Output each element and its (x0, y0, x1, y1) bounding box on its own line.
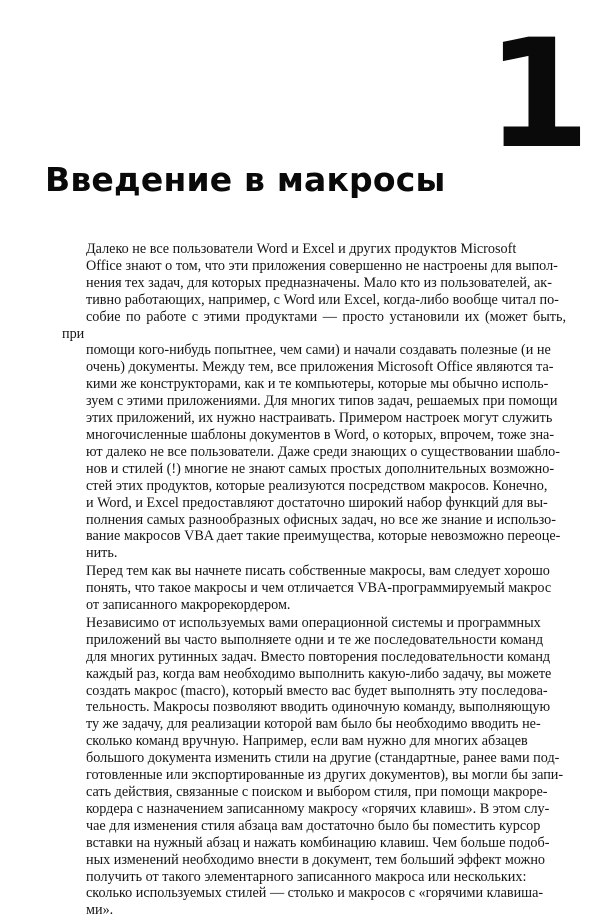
text-line: и Word, и Excel предоставляют достаточно широкий набор функций для вы- (86, 494, 548, 511)
text-line: нов и стилей (!) многие не знают самых простых дополнительных возможно- (86, 460, 555, 477)
text-line: помощи кого-нибудь попытнее, чем сами) и начали создавать полезные (и не (86, 342, 551, 359)
chapter-title: Введение в макросы (45, 160, 446, 199)
text-line: сколько используемых стилей — столько и макросов с «горячими клавиша- (86, 885, 544, 902)
text-line: большого документа изменить стили на другие (стандартные, ранее вами под- (86, 750, 560, 767)
text-line: создать макрос (macro), который вместо вас будет выполнять эту последова- (86, 682, 548, 699)
text-line: полнения самых разнообразных офисных задач, но все же знание и использо- (86, 511, 556, 528)
text-line: вание макросов VBA дает такие преимущества, которые невозможно переоце- (86, 528, 561, 545)
text-line: зуем с этими приложениями. Для многих типов задач, решаемых при помощи (86, 393, 558, 410)
text-line: ных изменений необходимо внести в документ, тем больший эффект можно (86, 851, 546, 868)
text-line: тивно работающих, например, с Word или Excel, когда-либо вообще читал по- (86, 291, 559, 308)
text-line: нить. (86, 545, 118, 562)
text-line: тельность. Макросы позволяют вводить одиночную команду, выполняющую (86, 699, 551, 716)
text-line: понять, что такое макросы и чем отличается VBA-программируемый макрос (86, 580, 552, 597)
text-line: Независимо от используемых вами операционной системы и программных (86, 614, 541, 631)
text-line: очень) документы. Между тем, все приложения Microsoft Office являются та- (86, 359, 554, 376)
text-line: приложений вы часто выполняете одни и те же последовательности команд (86, 631, 544, 648)
paragraph-1 (62, 241, 566, 562)
chapter-number: 1 (486, 8, 591, 182)
text-line: ми». (86, 902, 114, 919)
text-line: сколько команд вручную. Например, если вам нужно для многих абзацев (86, 733, 528, 750)
chapter-body (62, 241, 566, 920)
text-line: чае для изменения стиля абзаца вам достаточно было бы поместить курсор (86, 817, 541, 834)
paragraph-2 (62, 563, 566, 614)
text-line: получить от такого элементарного записанного макроса или нескольких: (86, 868, 527, 885)
text-line: кордера с назначением записанному макросу «горячих клавиш». В этом слу- (86, 800, 550, 817)
text-line: Перед тем как вы начнете писать собственные макросы, вам следует хорошо (86, 563, 550, 580)
text-line: от записанного макрорекордером. (86, 597, 291, 614)
text-line: ют далеко не все пользователи. Даже среди знающих о существовании шабло- (86, 443, 560, 460)
text-line: нения тех задач, для которых предназначены. Мало кто из пользователей, ак- (86, 274, 552, 291)
text-line: Далеко не все пользователи Word и Excel и других продуктов Microsoft (86, 241, 517, 257)
text-line: стей этих продуктов, которые реализуются посредством макросов. Конечно, (86, 477, 548, 494)
paragraph-3 (62, 615, 566, 919)
text-line: ту же задачу, для реализации которой вам было бы необходимо вводить не- (86, 716, 541, 733)
text-line: готовленные или экспортированные из других документов), вы могли бы запи- (86, 767, 564, 784)
text-line: вставки на нужный абзац и нажать комбинацию клавиш. Чем больше подоб- (86, 834, 550, 851)
text-line: каждый раз, когда вам необходимо выполнить какую-либо задачу, вы можете (86, 665, 552, 682)
text-line: собие по работе с этими продуктами — просто установили их (может быть, при (62, 308, 566, 342)
text-line: многочисленные шаблоны документов в Word, о которых, впрочем, тоже зна- (86, 426, 555, 443)
text-line: кими же конструкторами, как и те компьютеры, которые мы обычно исполь- (86, 376, 549, 393)
text-line: для многих рутинных задач. Вместо повторения последовательности команд (86, 648, 551, 665)
text-line: сать действия, связанные с поиском и выбором стиля, при помощи макроре- (86, 784, 548, 800)
text-line: Office знают о том, что эти приложения совершенно не настроены для выпол- (86, 257, 558, 274)
text-line: этих приложений, их нужно настраивать. Примером настроек могут служить (86, 410, 553, 427)
